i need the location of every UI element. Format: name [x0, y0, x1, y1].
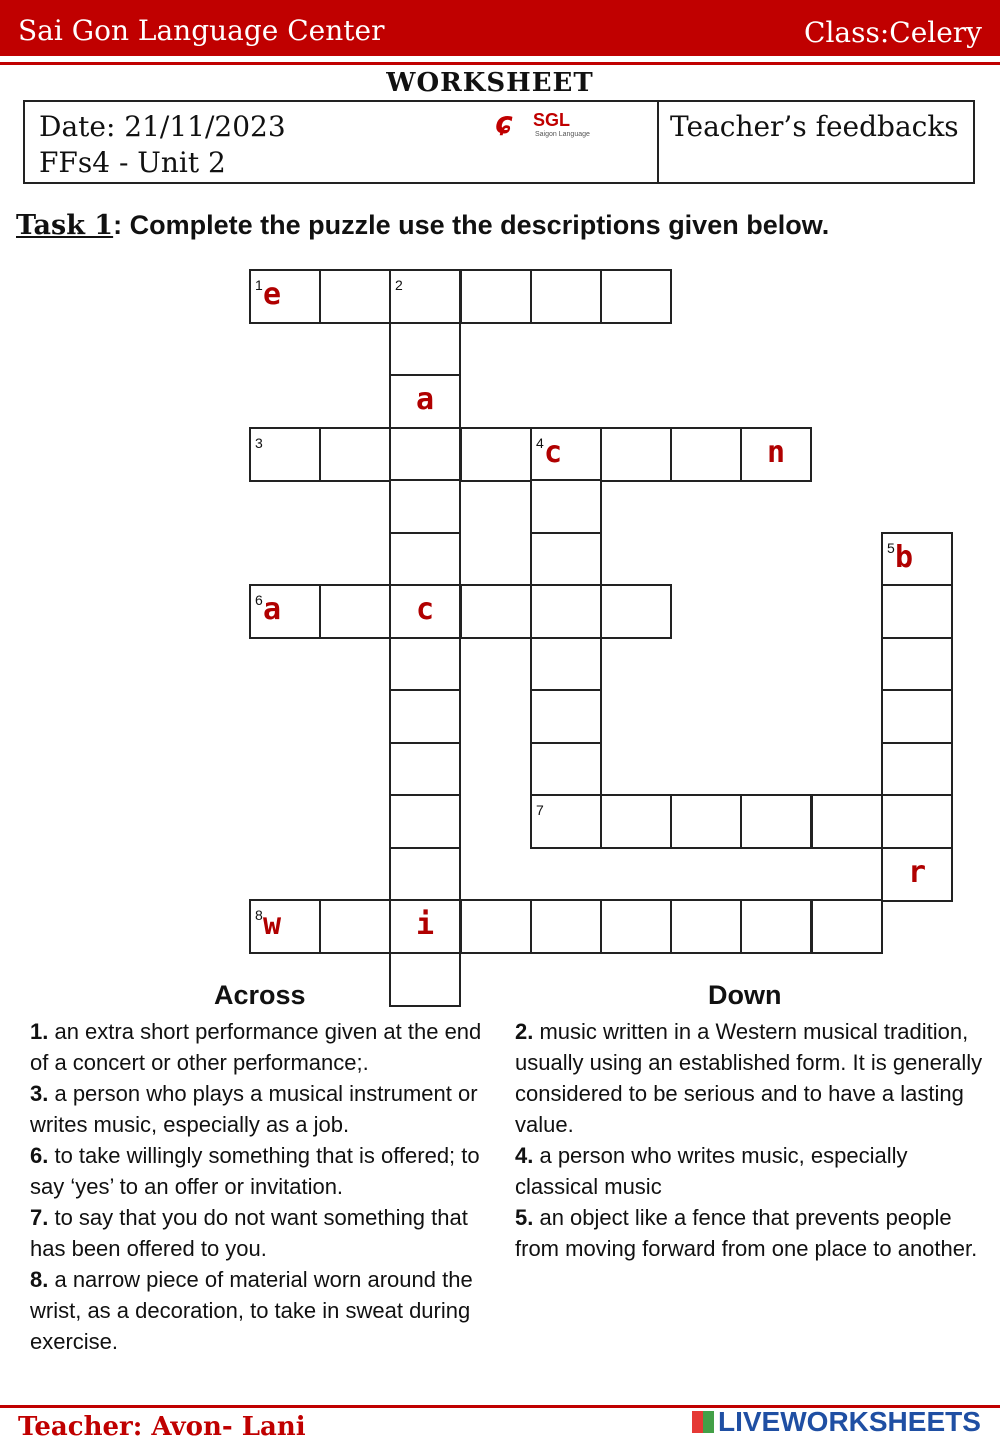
crossword-cell[interactable]	[389, 899, 461, 954]
crossword-cell[interactable]	[389, 479, 461, 534]
crossword-cell[interactable]	[389, 532, 461, 587]
across-clue	[30, 1016, 492, 1078]
crossword-cell[interactable]	[389, 584, 461, 639]
liveworksheets-icon	[692, 1411, 714, 1433]
clue-text: a narrow piece of material worn around the wrist, as a decoration, to take in sweat during exercise.	[30, 1267, 473, 1354]
crossword-cell[interactable]	[600, 269, 672, 324]
crossword-cell[interactable]	[460, 584, 532, 639]
worksheet-title: WORKSHEET	[386, 68, 594, 98]
crossword-cell[interactable]	[460, 269, 532, 324]
crossword-cell[interactable]	[811, 899, 883, 954]
logo-subtext: Saigon Language	[535, 131, 590, 138]
crossword-cell[interactable]	[530, 689, 602, 744]
clue-number: 5	[887, 540, 895, 556]
across-heading: Across	[214, 980, 306, 1010]
clue-number: 7.	[30, 1205, 49, 1230]
center-name: Sai Gon Language Center	[18, 14, 385, 47]
crossword-cell[interactable]	[530, 742, 602, 797]
crossword-cell[interactable]	[319, 427, 391, 482]
crossword-cell[interactable]	[530, 794, 602, 849]
crossword-cell[interactable]	[389, 742, 461, 797]
crossword-cell[interactable]	[530, 899, 602, 954]
crossword-cell[interactable]	[389, 794, 461, 849]
clue-text: to take willingly something that is offered; to say ‘yes’ to an offer or invitation.	[30, 1143, 480, 1199]
down-clues	[515, 1016, 990, 1264]
clue-text: music written in a Western musical tradition, usually using an established form. It is generally considered to be serious and to have a lasting value.	[515, 1019, 983, 1137]
crossword-cell[interactable]	[600, 899, 672, 954]
crossword-cell[interactable]	[530, 532, 602, 587]
crossword-cell[interactable]	[600, 584, 672, 639]
given-letter: c	[415, 592, 435, 627]
across-clues	[30, 1016, 492, 1357]
crossword-cell[interactable]	[600, 427, 672, 482]
logo-text: SGL	[533, 110, 571, 130]
date-text: Date: 21/11/2023	[39, 110, 286, 143]
crossword-cell[interactable]	[389, 269, 461, 324]
crossword-cell[interactable]	[530, 427, 602, 482]
given-letter: n	[766, 435, 786, 470]
crossword-cell[interactable]	[389, 322, 461, 377]
crossword-cell[interactable]	[530, 584, 602, 639]
crossword-cell[interactable]	[881, 847, 953, 902]
given-letter: e	[263, 277, 282, 312]
clue-text: a person who plays a musical instrument or writes music, especially as a job.	[30, 1081, 478, 1137]
crossword-cell[interactable]	[670, 427, 742, 482]
crossword-cell[interactable]	[670, 899, 742, 954]
unit-text: FFs4 - Unit 2	[39, 146, 226, 179]
crossword-cell[interactable]	[249, 427, 321, 482]
clue-number: 1.	[30, 1019, 49, 1044]
task-instruction: : Complete the puzzle use the descriptions given below.	[113, 210, 830, 240]
logo-swoosh-icon: ɕ	[495, 106, 513, 141]
info-divider	[657, 102, 659, 182]
crossword-cell[interactable]	[740, 794, 812, 849]
crossword-cell[interactable]	[881, 742, 953, 797]
given-letter: b	[895, 540, 914, 575]
down-clue	[515, 1140, 990, 1202]
crossword-cell[interactable]	[389, 374, 461, 429]
liveworksheets-text: LIVEWORKSHEETS	[718, 1406, 981, 1437]
feedback-label: Teacher’s feedbacks	[670, 110, 959, 143]
crossword-cell[interactable]	[670, 794, 742, 849]
given-letter: r	[907, 855, 927, 890]
crossword-cell[interactable]	[389, 689, 461, 744]
given-letter: a	[263, 592, 282, 627]
down-clue	[515, 1016, 990, 1140]
clue-number: 7	[536, 802, 544, 818]
crossword-cell[interactable]	[881, 689, 953, 744]
across-clue	[30, 1140, 492, 1202]
crossword-cell[interactable]	[881, 637, 953, 692]
clue-number: 5.	[515, 1205, 534, 1230]
clue-text: a person who writes music, especially classical music	[515, 1143, 908, 1199]
crossword-cell[interactable]	[249, 584, 321, 639]
clue-number: 1	[255, 277, 263, 293]
header-divider	[0, 62, 1000, 65]
liveworksheets-logo	[692, 1406, 981, 1438]
crossword-cell[interactable]	[881, 584, 953, 639]
down-clue	[515, 1202, 990, 1264]
crossword-cell[interactable]	[389, 952, 461, 1007]
crossword-cell[interactable]	[249, 269, 321, 324]
crossword-cell[interactable]	[319, 584, 391, 639]
crossword-cell[interactable]	[389, 427, 461, 482]
clue-number: 4	[536, 435, 544, 451]
header-banner	[0, 0, 1000, 56]
clue-text: an extra short performance given at the end of a concert or other performance;.	[30, 1019, 482, 1075]
across-clue	[30, 1202, 492, 1264]
crossword-cell[interactable]	[740, 427, 812, 482]
given-letter: w	[263, 907, 282, 942]
crossword-cell[interactable]	[319, 899, 391, 954]
crossword-cell[interactable]	[389, 847, 461, 902]
crossword-cell[interactable]	[530, 637, 602, 692]
given-letter: c	[544, 435, 563, 470]
task-label: Task 1	[16, 210, 114, 241]
given-letter: i	[415, 907, 435, 942]
crossword-cell[interactable]	[249, 899, 321, 954]
crossword-cell[interactable]	[530, 479, 602, 534]
clue-number: 2	[395, 277, 403, 293]
crossword-cell[interactable]	[740, 899, 812, 954]
crossword-cell[interactable]	[319, 269, 391, 324]
clue-number: 3.	[30, 1081, 49, 1106]
class-label: Class:Celery	[804, 16, 982, 49]
teacher-name: Teacher: Avon- Lani	[18, 1412, 306, 1442]
clue-text: to say that you do not want something that has been offered to you.	[30, 1205, 468, 1261]
sgl-logo	[495, 106, 605, 146]
info-box	[23, 100, 975, 184]
crossword-cell[interactable]	[881, 532, 953, 587]
given-letter: a	[415, 382, 435, 417]
crossword-cell[interactable]	[600, 794, 672, 849]
clue-number: 6	[255, 592, 263, 608]
task-heading	[16, 210, 829, 241]
clue-number: 4.	[515, 1143, 534, 1168]
crossword-cell[interactable]	[530, 269, 602, 324]
crossword-cell[interactable]	[881, 794, 953, 849]
crossword-cell[interactable]	[389, 637, 461, 692]
clue-number: 2.	[515, 1019, 534, 1044]
clue-number: 8.	[30, 1267, 49, 1292]
crossword-cell[interactable]	[811, 794, 883, 849]
across-clue	[30, 1078, 492, 1140]
across-clue	[30, 1264, 492, 1357]
clue-text: an object like a fence that prevents people from moving forward from one place to another.	[515, 1205, 978, 1261]
crossword-cell[interactable]	[460, 899, 532, 954]
clue-number: 6.	[30, 1143, 49, 1168]
clue-number: 3	[255, 435, 263, 451]
clue-number: 8	[255, 907, 263, 923]
crossword-cell[interactable]	[460, 427, 532, 482]
down-heading: Down	[708, 980, 782, 1010]
